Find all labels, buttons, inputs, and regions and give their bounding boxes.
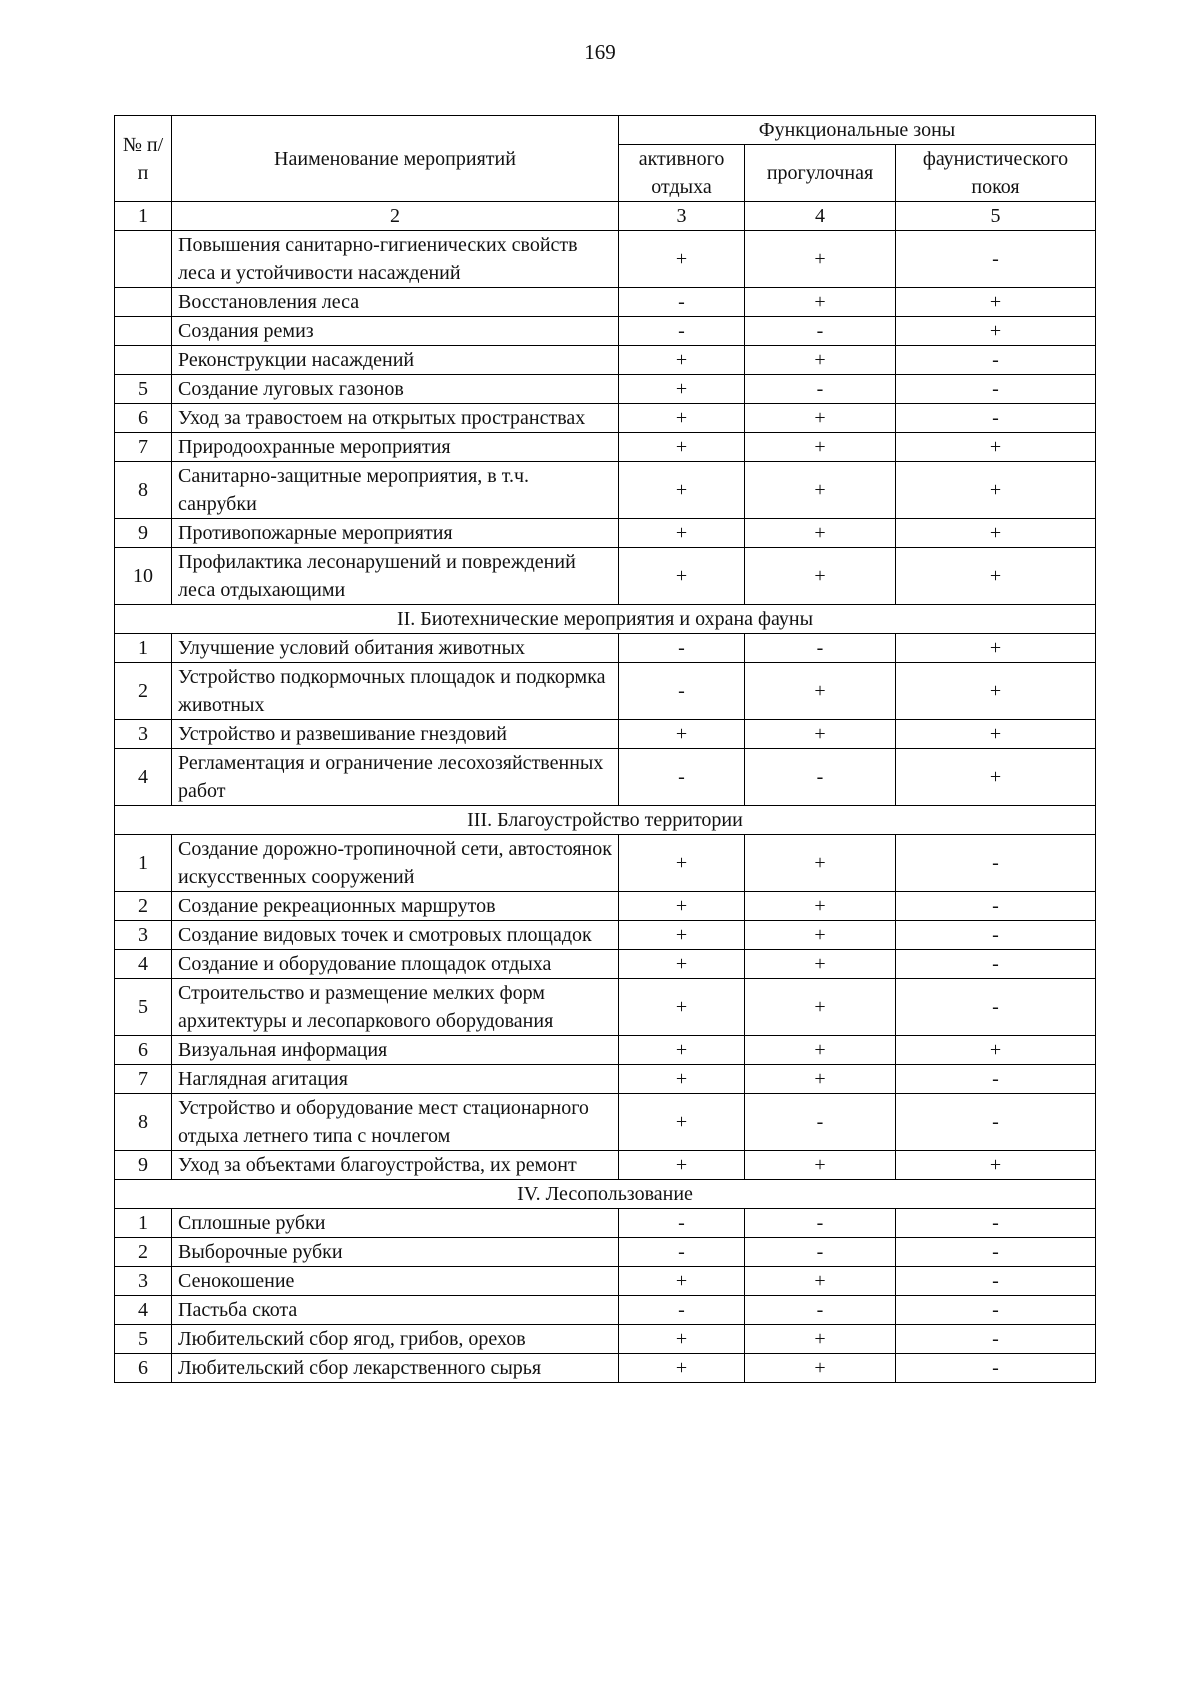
zone-walking-value: - [745, 1094, 896, 1151]
row-number: 7 [115, 1065, 172, 1094]
table-row [115, 1094, 1096, 1151]
measure-name: Создание и оборудование площадок отдыха [172, 950, 619, 979]
table-row [115, 1151, 1096, 1180]
row-number: 8 [115, 462, 172, 519]
section-header-row [115, 1180, 1096, 1209]
zone-active-value: + [619, 404, 745, 433]
measure-name: Устройство и развешивание гнездовий [172, 720, 619, 749]
zone-fauna-value: + [896, 749, 1096, 806]
zone-active-value: + [619, 548, 745, 605]
row-number: 4 [115, 749, 172, 806]
table-row [115, 1267, 1096, 1296]
table-row [115, 462, 1096, 519]
section-title: II. Биотехнические мероприятия и охрана фауны [115, 605, 1096, 634]
row-number: 3 [115, 720, 172, 749]
measure-name: Создание рекреационных маршрутов [172, 892, 619, 921]
zone-fauna-value: - [896, 346, 1096, 375]
zone-walking-value: + [745, 519, 896, 548]
zone-walking-value: + [745, 835, 896, 892]
measure-name: Устройство подкормочных площадок и подкормка животных [172, 663, 619, 720]
measure-name: Любительский сбор ягод, грибов, орехов [172, 1325, 619, 1354]
zone-walking-value: - [745, 1209, 896, 1238]
header-num: № п/п [115, 116, 172, 202]
row-number: 1 [115, 835, 172, 892]
table-row [115, 950, 1096, 979]
row-number: 1 [115, 634, 172, 663]
zone-active-value: - [619, 1296, 745, 1325]
zone-active-value: + [619, 1354, 745, 1383]
zone-fauna-value: - [896, 979, 1096, 1036]
measures-table [114, 115, 1096, 1383]
zone-walking-value: - [745, 1238, 896, 1267]
header-zones: Функциональные зоны [619, 116, 1096, 145]
measure-name: Уход за травостоем на открытых пространствах [172, 404, 619, 433]
zone-walking-value: + [745, 720, 896, 749]
zone-active-value: + [619, 950, 745, 979]
zone-fauna-value: - [896, 1296, 1096, 1325]
zone-walking-value: + [745, 433, 896, 462]
header-zone-walking: прогулочная [745, 145, 896, 202]
measure-name: Создания ремиз [172, 317, 619, 346]
zone-active-value: + [619, 979, 745, 1036]
zone-walking-value: + [745, 663, 896, 720]
column-number-row [115, 202, 1096, 231]
zone-walking-value: + [745, 1151, 896, 1180]
table-row [115, 288, 1096, 317]
measure-name: Санитарно-защитные мероприятия, в т.ч. санрубки [172, 462, 619, 519]
zone-fauna-value: - [896, 1094, 1096, 1151]
zone-active-value: + [619, 1094, 745, 1151]
zone-walking-value: - [745, 749, 896, 806]
measure-name: Наглядная агитация [172, 1065, 619, 1094]
table-row [115, 231, 1096, 288]
measure-name: Создание дорожно-тропиночной сети, автостоянок искусственных сооружений [172, 835, 619, 892]
measure-name: Создание видовых точек и смотровых площадок [172, 921, 619, 950]
row-number: 2 [115, 663, 172, 720]
measure-name: Строительство и размещение мелких форм архитектуры и лесопаркового оборудования [172, 979, 619, 1036]
zone-fauna-value: + [896, 317, 1096, 346]
zone-fauna-value: + [896, 433, 1096, 462]
row-number: 2 [115, 892, 172, 921]
measure-name: Природоохранные мероприятия [172, 433, 619, 462]
row-number [115, 288, 172, 317]
zone-active-value: - [619, 634, 745, 663]
measure-name: Регламентация и ограничение лесохозяйственных работ [172, 749, 619, 806]
zone-active-value: + [619, 462, 745, 519]
row-number: 5 [115, 1325, 172, 1354]
zone-active-value: - [619, 663, 745, 720]
row-number: 8 [115, 1094, 172, 1151]
measure-name: Сенокошение [172, 1267, 619, 1296]
zone-active-value: + [619, 720, 745, 749]
table-row [115, 749, 1096, 806]
zone-fauna-value: + [896, 519, 1096, 548]
zone-active-value: + [619, 835, 745, 892]
zone-walking-value: + [745, 1065, 896, 1094]
measure-name: Улучшение условий обитания животных [172, 634, 619, 663]
measure-name: Уход за объектами благоустройства, их ремонт [172, 1151, 619, 1180]
row-number [115, 317, 172, 346]
header-zone-fauna: фаунистического покоя [896, 145, 1096, 202]
table-row [115, 835, 1096, 892]
zone-walking-value: - [745, 375, 896, 404]
row-number: 6 [115, 1354, 172, 1383]
table-row [115, 1354, 1096, 1383]
column-number: 5 [896, 202, 1096, 231]
table-row [115, 346, 1096, 375]
table-row [115, 1065, 1096, 1094]
zone-walking-value: + [745, 231, 896, 288]
table-row [115, 433, 1096, 462]
zone-active-value: - [619, 288, 745, 317]
zone-fauna-value: - [896, 1238, 1096, 1267]
section-title: III. Благоустройство территории [115, 806, 1096, 835]
zone-fauna-value: - [896, 1209, 1096, 1238]
zone-fauna-value: + [896, 462, 1096, 519]
zone-walking-value: - [745, 317, 896, 346]
table-row [115, 1325, 1096, 1354]
zone-walking-value: - [745, 634, 896, 663]
row-number: 10 [115, 548, 172, 605]
zone-walking-value: + [745, 1036, 896, 1065]
zone-fauna-value: + [896, 634, 1096, 663]
section-title: IV. Лесопользование [115, 1180, 1096, 1209]
measure-name: Повышения санитарно-гигиенических свойств леса и устойчивости насаждений [172, 231, 619, 288]
row-number: 5 [115, 375, 172, 404]
zone-fauna-value: + [896, 1151, 1096, 1180]
zone-active-value: + [619, 1267, 745, 1296]
zone-fauna-value: - [896, 892, 1096, 921]
zone-fauna-value: - [896, 231, 1096, 288]
zone-walking-value: - [745, 1296, 896, 1325]
table-row [115, 720, 1096, 749]
zone-walking-value: + [745, 288, 896, 317]
table-body [115, 231, 1096, 1383]
table-row [115, 317, 1096, 346]
zone-walking-value: + [745, 892, 896, 921]
zone-fauna-value: - [896, 950, 1096, 979]
row-number: 3 [115, 921, 172, 950]
table-row [115, 375, 1096, 404]
zone-active-value: + [619, 346, 745, 375]
zone-active-value: - [619, 317, 745, 346]
measure-name: Реконструкции насаждений [172, 346, 619, 375]
row-number: 1 [115, 1209, 172, 1238]
column-number: 3 [619, 202, 745, 231]
measure-name: Восстановления леса [172, 288, 619, 317]
section-header-row [115, 605, 1096, 634]
measure-name: Противопожарные мероприятия [172, 519, 619, 548]
table-row [115, 548, 1096, 605]
zone-walking-value: + [745, 462, 896, 519]
row-number: 7 [115, 433, 172, 462]
row-number: 9 [115, 1151, 172, 1180]
table-row [115, 663, 1096, 720]
row-number: 4 [115, 950, 172, 979]
zone-walking-value: + [745, 404, 896, 433]
zone-active-value: + [619, 375, 745, 404]
row-number: 6 [115, 1036, 172, 1065]
row-number [115, 346, 172, 375]
zone-fauna-value: - [896, 921, 1096, 950]
zone-active-value: - [619, 749, 745, 806]
zone-fauna-value: + [896, 288, 1096, 317]
zone-fauna-value: + [896, 548, 1096, 605]
zone-active-value: + [619, 1151, 745, 1180]
table-row [115, 1036, 1096, 1065]
measure-name: Профилактика лесонарушений и повреждений леса отдыхающими [172, 548, 619, 605]
table-row [115, 1238, 1096, 1267]
header-zone-active: активного отдыха [619, 145, 745, 202]
zone-walking-value: + [745, 346, 896, 375]
zone-fauna-value: + [896, 1036, 1096, 1065]
table-row [115, 404, 1096, 433]
measure-name: Визуальная информация [172, 1036, 619, 1065]
measure-name: Любительский сбор лекарственного сырья [172, 1354, 619, 1383]
zone-active-value: + [619, 519, 745, 548]
table-row [115, 979, 1096, 1036]
zone-walking-value: + [745, 1354, 896, 1383]
header-row-1 [115, 116, 1096, 145]
header-name: Наименование мероприятий [172, 116, 619, 202]
measure-name: Выборочные рубки [172, 1238, 619, 1267]
table-row [115, 634, 1096, 663]
column-number: 1 [115, 202, 172, 231]
zone-fauna-value: - [896, 1267, 1096, 1296]
row-number: 5 [115, 979, 172, 1036]
row-number: 4 [115, 1296, 172, 1325]
zone-fauna-value: - [896, 1065, 1096, 1094]
zone-fauna-value: - [896, 835, 1096, 892]
zone-active-value: - [619, 1238, 745, 1267]
zone-active-value: - [619, 1209, 745, 1238]
zone-fauna-value: - [896, 375, 1096, 404]
zone-walking-value: + [745, 921, 896, 950]
zone-fauna-value: - [896, 404, 1096, 433]
row-number [115, 231, 172, 288]
column-number: 4 [745, 202, 896, 231]
table-row [115, 892, 1096, 921]
row-number: 2 [115, 1238, 172, 1267]
measure-name: Пастьба скота [172, 1296, 619, 1325]
zone-fauna-value: + [896, 720, 1096, 749]
page-number: 169 [584, 40, 616, 64]
zone-walking-value: + [745, 979, 896, 1036]
column-number: 2 [172, 202, 619, 231]
zone-active-value: + [619, 433, 745, 462]
zone-active-value: + [619, 1065, 745, 1094]
zone-walking-value: + [745, 1267, 896, 1296]
zone-fauna-value: - [896, 1354, 1096, 1383]
zone-active-value: + [619, 921, 745, 950]
table-row [115, 1209, 1096, 1238]
table-row [115, 519, 1096, 548]
zone-active-value: + [619, 1325, 745, 1354]
row-number: 6 [115, 404, 172, 433]
measure-name: Устройство и оборудование мест стационарного отдыха летнего типа с ночлегом [172, 1094, 619, 1151]
row-number: 9 [115, 519, 172, 548]
table-row [115, 1296, 1096, 1325]
section-header-row [115, 806, 1096, 835]
row-number: 3 [115, 1267, 172, 1296]
measure-name: Сплошные рубки [172, 1209, 619, 1238]
zone-active-value: + [619, 1036, 745, 1065]
table-row [115, 921, 1096, 950]
zone-fauna-value: + [896, 663, 1096, 720]
zone-active-value: + [619, 892, 745, 921]
zone-fauna-value: - [896, 1325, 1096, 1354]
measure-name: Создание луговых газонов [172, 375, 619, 404]
zone-walking-value: + [745, 1325, 896, 1354]
zone-walking-value: + [745, 548, 896, 605]
zone-walking-value: + [745, 950, 896, 979]
zone-active-value: + [619, 231, 745, 288]
